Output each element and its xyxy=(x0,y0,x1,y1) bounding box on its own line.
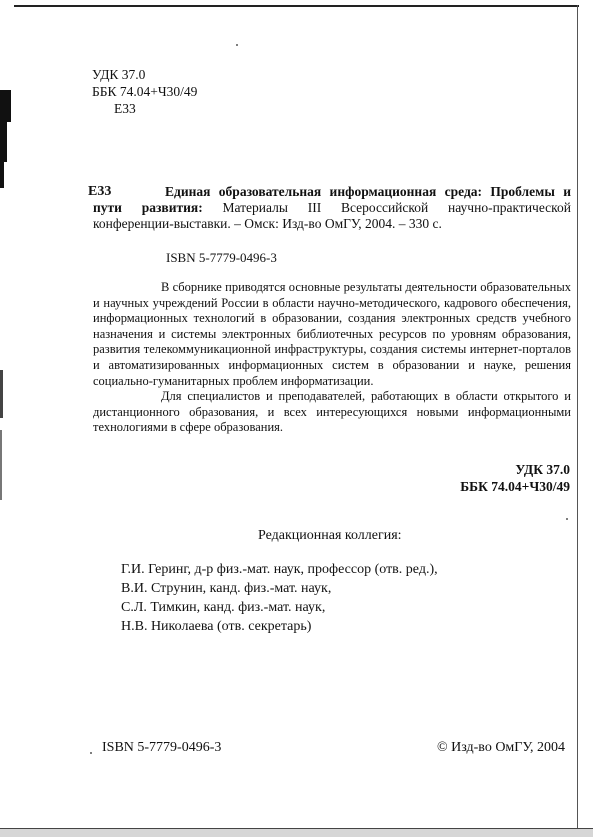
board-member: Н.В. Николаева (отв. секретарь) xyxy=(121,619,312,634)
scan-binding-mark xyxy=(0,430,2,500)
entry-author-mark: Е33 xyxy=(88,184,112,199)
scan-binding-mark xyxy=(0,370,3,418)
bibliographic-entry xyxy=(93,184,571,232)
udk-code: УДК 37.0 xyxy=(92,67,146,82)
footer-copyright: © Изд-во ОмГУ, 2004 xyxy=(437,740,566,755)
classification-codes-right xyxy=(400,461,570,495)
board-member: В.И. Струнин, канд. физ.-мат. наук, xyxy=(121,581,332,596)
annotation-paragraph: Для специалистов и преподавателей, работающих в области открытого и дистанционного образования, и всех интересующихся новыми информационными технологиями в сфере образования. xyxy=(93,389,571,435)
right-border-line xyxy=(577,5,578,831)
entry-title: Единая образовательная информационная среда: Проблемы и пути развития: xyxy=(93,184,571,215)
scan-binding-mark xyxy=(0,90,11,122)
author-mark: Е33 xyxy=(114,101,136,116)
annotation-paragraph: В сборнике приводятся основные результаты деятельности образовательных и научных учреждений России в области научно-методического, кадрового обеспечения, информационных технологий в образовании, создания электронных средств учебного назначения и системы электронных библиотечных ресурсов по уровням образования, развития телекоммуникационной инфраструктуры, создания системы интернет-порталов и автоматизированных информационных систем в образовании и науке, решения социально-гуманитарных проблем информатизации. xyxy=(93,280,571,388)
editorial-board-title: Редакционная коллегия: xyxy=(258,528,402,543)
footer-isbn: ISBN 5-7779-0496-3 xyxy=(102,740,222,755)
scan-binding-mark xyxy=(0,162,4,188)
entry-details: Материалы III Всероссийской научно-практической конференции-выставки. – Омск: Изд-во ОмГУ, 2004. – 330 с. xyxy=(93,200,571,231)
scan-binding-mark xyxy=(0,122,7,162)
classification-codes xyxy=(92,66,197,117)
bbk-code: ББК 74.04+Ч30/49 xyxy=(92,84,198,99)
editorial-board-list xyxy=(121,560,438,636)
annotation xyxy=(93,280,571,436)
scan-speck xyxy=(90,752,92,754)
bbk-code-right: ББК 74.04+Ч30/49 xyxy=(460,479,570,494)
top-border-line xyxy=(14,5,579,7)
board-member: Г.И. Геринг, д-р физ.-мат. наук, профессор (отв. ред.), xyxy=(121,562,438,577)
udk-code-right: УДК 37.0 xyxy=(515,462,570,477)
bottom-scan-margin xyxy=(0,829,593,837)
scan-speck xyxy=(566,518,568,520)
scan-speck xyxy=(236,44,238,46)
board-member: С.Л. Тимкин, канд. физ.-мат. наук, xyxy=(121,600,326,615)
isbn-line: ISBN 5-7779-0496-3 xyxy=(166,250,277,265)
